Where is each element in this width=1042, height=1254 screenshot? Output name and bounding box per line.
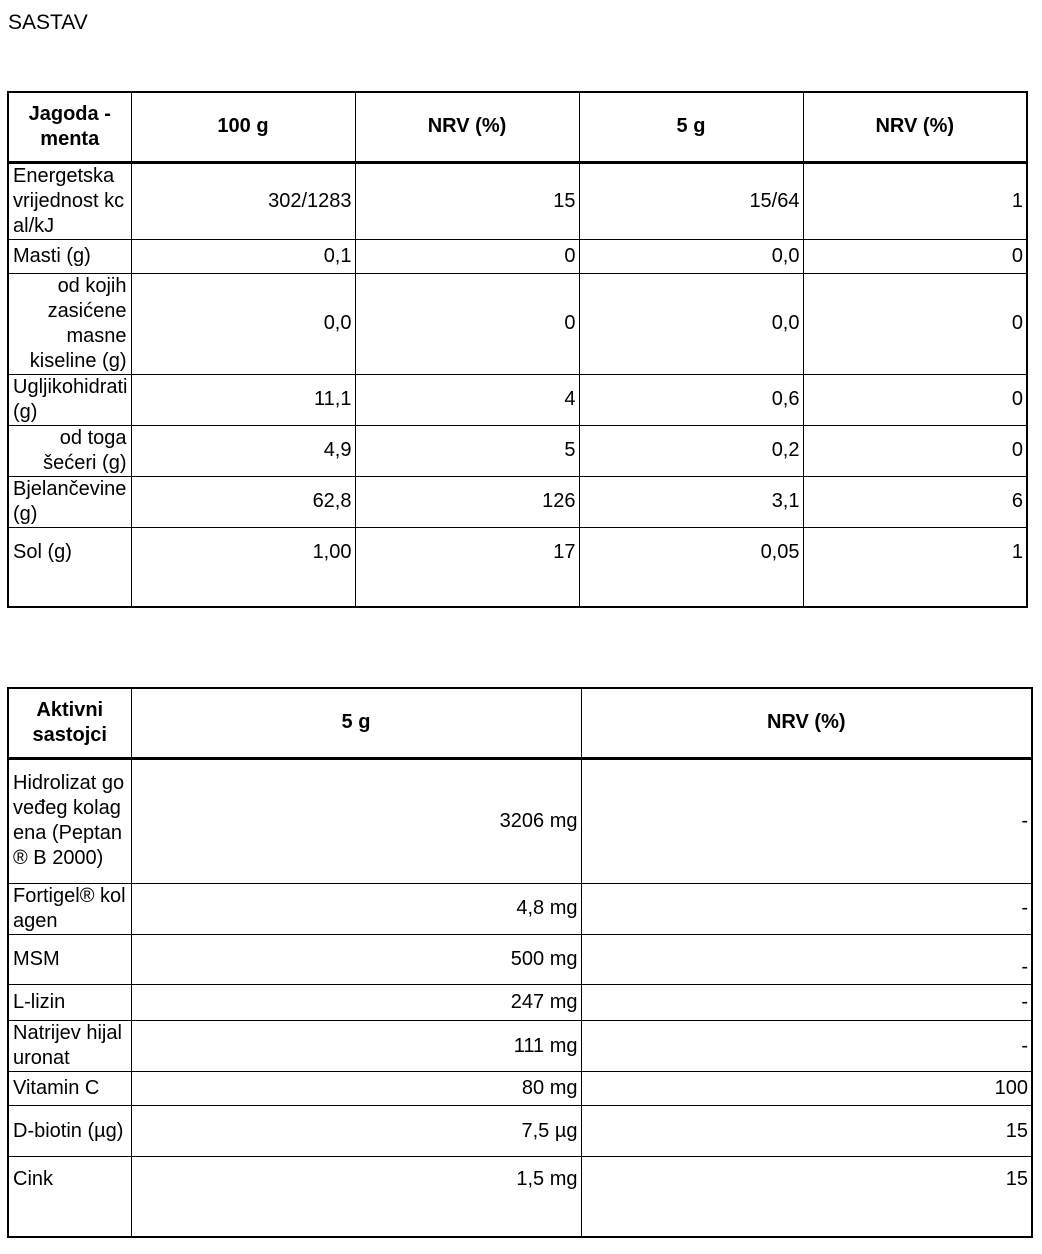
table-cell: 0,6 [579,374,803,425]
row-label: MSM [8,934,131,984]
table-cell: 6 [803,476,1027,527]
column-header: Aktivni sastojci [8,688,131,758]
table-row [8,984,1032,1020]
table-row [8,425,1027,476]
table-cell: - [581,934,1032,984]
row-label: Ugljikohidrati (g) [8,374,131,425]
table-cell: 62,8 [131,476,355,527]
row-label: Fortigel® kolagen [8,883,131,934]
row-label: Cink [8,1157,131,1237]
column-header: NRV (%) [581,688,1032,758]
table-cell: 302/1283 [131,162,355,239]
column-header: NRV (%) [355,92,579,162]
column-header: Jagoda - menta [8,92,131,162]
table-cell: 1 [803,162,1027,239]
table-cell: 15 [355,162,579,239]
table-cell: 4 [355,374,579,425]
row-label: Energetska vrijednost kcal/kJ [8,162,131,239]
table-cell: 0,0 [579,239,803,273]
table-cell: 111 mg [131,1021,581,1072]
table-cell: - [581,758,1032,883]
table-cell: 1 [803,527,1027,607]
table-header-row [8,688,1032,758]
table-cell: 17 [355,527,579,607]
column-header: 100 g [131,92,355,162]
row-label: L-lizin [8,984,131,1020]
table-row [8,476,1027,527]
table-row [8,1021,1032,1072]
table-row [8,1106,1032,1157]
table-cell: 15/64 [579,162,803,239]
table-cell: 0 [803,374,1027,425]
table-cell: 11,1 [131,374,355,425]
table-row [8,273,1027,374]
column-header: NRV (%) [803,92,1027,162]
table-cell: 1,5 mg [131,1157,581,1237]
table-cell: 1,00 [131,527,355,607]
table-cell: 4,8 mg [131,883,581,934]
table-row [8,1072,1032,1106]
table-cell: 0 [803,273,1027,374]
table-cell: 80 mg [131,1072,581,1106]
table-cell: 247 mg [131,984,581,1020]
table-cell: 100 [581,1072,1032,1106]
table-row [8,1157,1032,1237]
row-label: Vitamin C [8,1072,131,1106]
table-cell: 0 [803,425,1027,476]
table-row [8,374,1027,425]
page-title: SASTAV [8,11,88,34]
table-cell: 15 [581,1106,1032,1157]
table-cell: 5 [355,425,579,476]
table-row [8,883,1032,934]
row-label: D-biotin (µg) [8,1106,131,1157]
table-cell: 0,0 [131,273,355,374]
table-cell: - [581,883,1032,934]
table-cell: 0,1 [131,239,355,273]
row-label: Bjelančevine (g) [8,476,131,527]
table-cell: 15 [581,1157,1032,1237]
table-cell: 3,1 [579,476,803,527]
row-label: Sol (g) [8,527,131,607]
column-header: 5 g [131,688,581,758]
row-label: Hidrolizat goveđeg kolagena (Peptan® B 2000) [8,758,131,883]
table-row [8,934,1032,984]
row-label: od kojih zasićene masne kiseline (g) [8,273,131,374]
row-label: od toga šećeri (g) [8,425,131,476]
table-cell: 7,5 µg [131,1106,581,1157]
table-cell: 4,9 [131,425,355,476]
table-cell: - [581,984,1032,1020]
table-row [8,162,1027,239]
table-cell: 3206 mg [131,758,581,883]
table-cell: 0 [803,239,1027,273]
active-ingredients-table [7,687,1033,1238]
table-cell: 500 mg [131,934,581,984]
table-row [8,527,1027,607]
table-cell: 0,2 [579,425,803,476]
table-row [8,239,1027,273]
table-cell: - [581,1021,1032,1072]
row-label: Natrijev hijaluronat [8,1021,131,1072]
table-cell: 0 [355,273,579,374]
table-cell: 0 [355,239,579,273]
column-header: 5 g [579,92,803,162]
table-row [8,758,1032,883]
table-cell: 0,0 [579,273,803,374]
table-header-row [8,92,1027,162]
table-cell: 126 [355,476,579,527]
nutrition-table [7,91,1028,608]
row-label: Masti (g) [8,239,131,273]
table-cell: 0,05 [579,527,803,607]
